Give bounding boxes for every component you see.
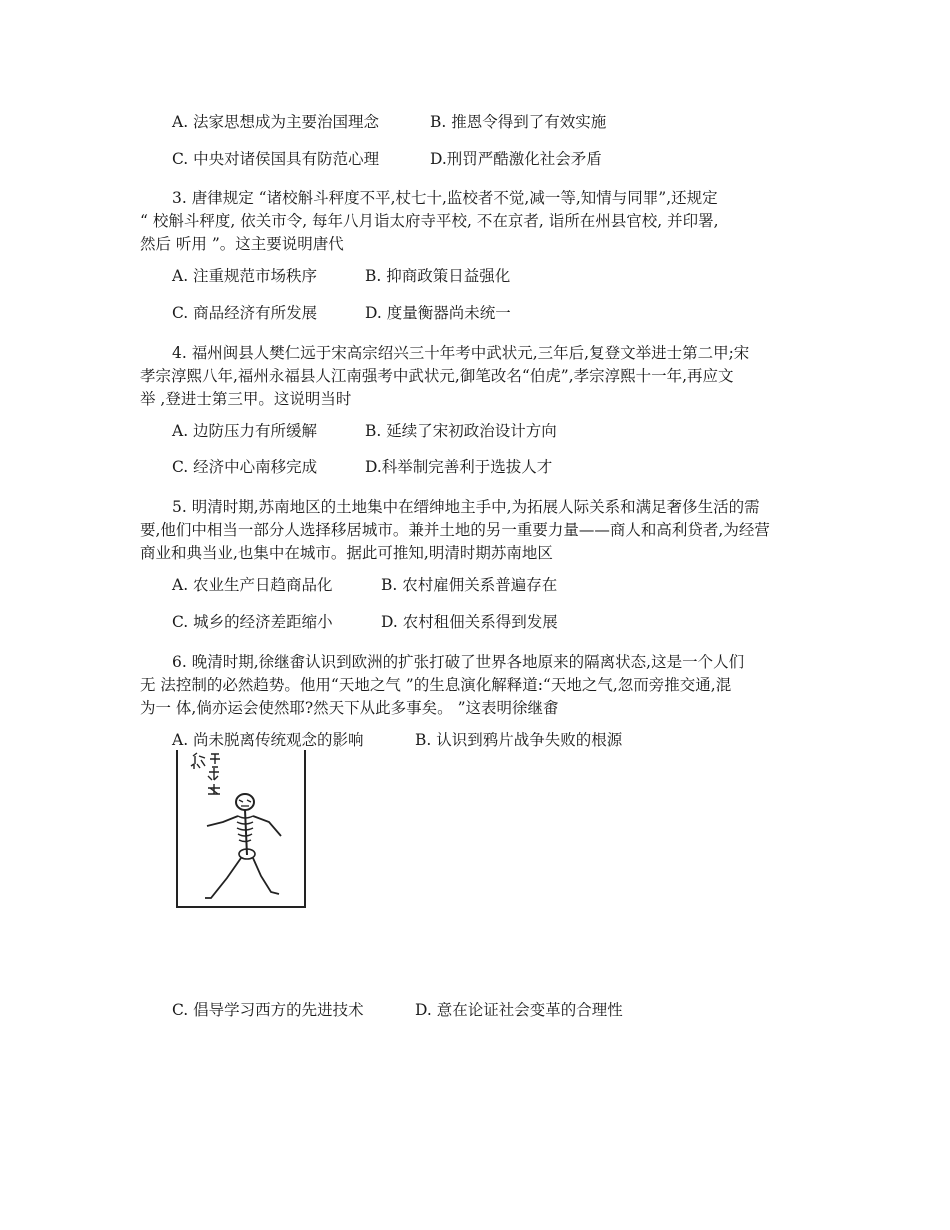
q6-option-b: B. 认识到鸦片战争失败的根源 xyxy=(415,731,623,749)
skeleton-drawing xyxy=(175,750,307,910)
q2-option-b: B. 推恩令得到了有效实施 xyxy=(430,113,607,131)
q4-stem-line-3: 举 ,登进士第三甲。这说明当时 xyxy=(140,390,352,408)
q3-option-b: B. 抑商政策日益强化 xyxy=(365,267,511,285)
q5-stem-line-2: 要,他们中相当一部分人选择移居城市。兼并土地的另一重要力量——商人和高利贷者,为经营 xyxy=(140,521,770,539)
q2-option-d: D.刑罚严酷激化社会矛盾 xyxy=(430,150,602,168)
q3-option-a: A. 注重规范市场秩序 xyxy=(172,267,318,285)
q2-option-a: A. 法家思想成为主要治国理念 xyxy=(172,113,380,131)
skeleton-illustration xyxy=(175,750,307,910)
q4-option-a: A. 边防压力有所缓解 xyxy=(172,422,318,440)
q4-stem-line-2: 孝宗淳熙八年,福州永福县人江南强考中武状元,御笔改名“伯虎”,孝宗淳熙十一年,再应文 xyxy=(140,367,734,385)
q4-option-c: C. 经济中心南移完成 xyxy=(172,458,318,476)
q6-stem-line-2: 无 法控制的必然趋势。他用“天地之气 ”的生息演化解释道:“天地之气,忽而旁推交通,混 xyxy=(140,676,732,694)
q4-stem-line-1: 4. 福州闽县人樊仁远于宋高宗绍兴三十年考中武状元,三年后,复登文举进士第二甲;宋 xyxy=(172,344,750,362)
q5-option-b: B. 农村雇佣关系普遍存在 xyxy=(381,576,558,594)
q3-stem-line-3: 然后 听用 ”。这主要说明唐代 xyxy=(140,235,344,253)
q4-option-b: B. 延续了宋初政治设计方向 xyxy=(365,422,557,440)
q6-option-c: C. 倡导学习西方的先进技术 xyxy=(172,1001,364,1019)
q3-stem-line-1: 3. 唐律规定 “诸校斛斗秤度不平,杖七十,监校者不觉,减一等,知情与同罪”,还规定 xyxy=(172,189,718,207)
q5-stem-line-3: 商业和典当业,也集中在城市。据此可推知,明清时期苏南地区 xyxy=(140,544,553,562)
q4-option-d: D.科举制完善利于选拔人才 xyxy=(365,458,553,476)
q6-stem-line-3: 为一 体,倘亦运会使然耶?然天下从此多事矣。 ”这表明徐继畬 xyxy=(140,699,559,717)
q5-option-c: C. 城乡的经济差距缩小 xyxy=(172,613,333,631)
q3-stem-line-2: “ 校斛斗秤度, 依关市令, 每年八月诣太府寺平校, 不在京者, 诣所在州县官校, 并印署, xyxy=(140,212,719,230)
q3-option-c: C. 商品经济有所发展 xyxy=(172,304,318,322)
q3-option-d: D. 度量衡器尚未统一 xyxy=(365,304,511,322)
q5-option-a: A. 农业生产日趋商品化 xyxy=(172,576,333,594)
q6-option-d: D. 意在论证社会变革的合理性 xyxy=(415,1001,623,1019)
q2-option-c: C. 中央对诸侯国具有防范心理 xyxy=(172,150,380,168)
q6-stem-line-1: 6. 晚清时期,徐继畬认识到欧洲的扩张打破了世界各地原来的隔离状态,这是一个人们 xyxy=(172,653,745,671)
q6-option-a: A. 尚未脱离传统观念的影响 xyxy=(172,731,364,749)
q5-stem-line-1: 5. 明清时期,苏南地区的土地集中在缙绅地主手中,为拓展人际关系和满足奢侈生活的需 xyxy=(172,498,760,516)
q5-option-d: D. 农村租佃关系得到发展 xyxy=(381,613,558,631)
